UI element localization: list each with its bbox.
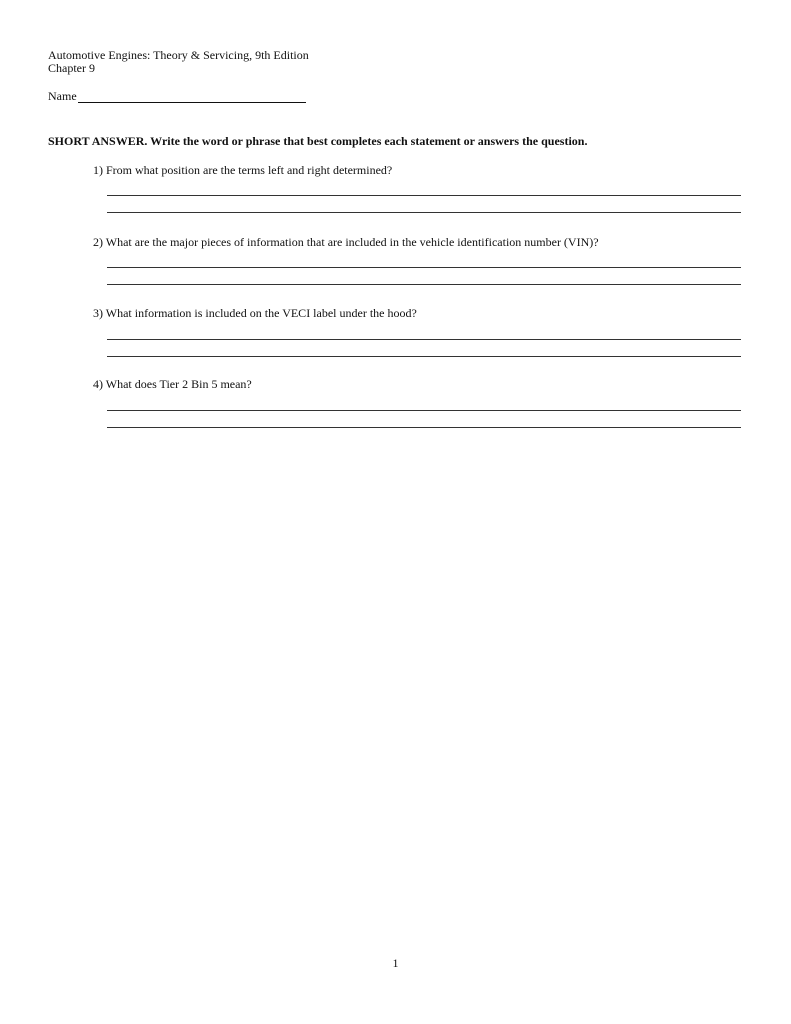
question-2 [93, 234, 741, 250]
name-blank-line[interactable] [78, 90, 306, 103]
question-text: 1) From what position are the terms left and right determined? [93, 163, 393, 177]
answer-line[interactable] [107, 195, 741, 196]
answer-line[interactable] [107, 427, 741, 428]
answer-line[interactable] [107, 356, 741, 357]
page-number: 1 [392, 956, 399, 970]
question-3 [93, 305, 741, 321]
answer-line[interactable] [107, 284, 741, 285]
answer-line[interactable] [107, 212, 741, 213]
question-text: 3) What information is included on the VECI label under the hood? [93, 306, 417, 320]
book-title: Automotive Engines: Theory & Servicing, 9th Edition [48, 48, 309, 62]
question-1 [93, 162, 741, 178]
name-label: Name [48, 89, 77, 103]
answer-line[interactable] [107, 339, 741, 340]
answer-line[interactable] [107, 410, 741, 411]
chapter-label: Chapter 9 [48, 61, 95, 75]
question-text: 2) What are the major pieces of information that are included in the vehicle identification number (VIN)? [93, 235, 599, 249]
section-instructions: SHORT ANSWER. Write the word or phrase that best completes each statement or answers the question. [48, 134, 588, 148]
question-4 [93, 376, 741, 392]
document-header [48, 49, 309, 75]
question-text: 4) What does Tier 2 Bin 5 mean? [93, 377, 252, 391]
name-field-row [48, 89, 306, 103]
answer-line[interactable] [107, 267, 741, 268]
